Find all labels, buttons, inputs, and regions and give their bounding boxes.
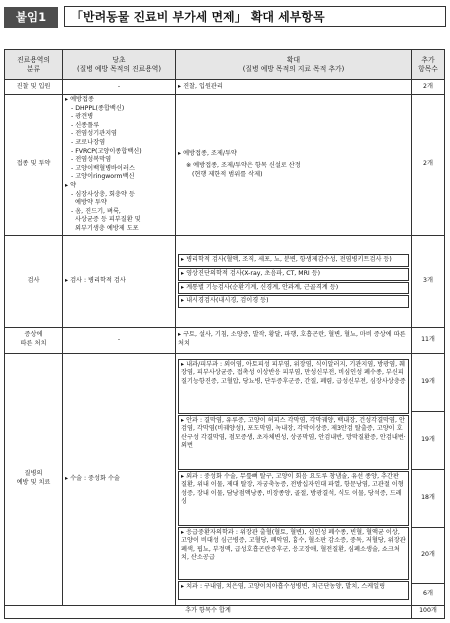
header-category: 진료용역의 분류 — [5, 50, 63, 80]
attachment-badge: 붙임1 — [4, 7, 58, 28]
row-category: 질병의 예방 및 치료 — [5, 353, 63, 605]
table-header-row — [5, 50, 445, 80]
table-row-disease — [5, 353, 445, 605]
row-expanded-groups — [176, 353, 412, 605]
header-current: 당초 (질병 예방 목적의 진료용역) — [63, 50, 176, 80]
table-row-exam — [5, 80, 445, 95]
disease-group: ▸ 내과/피부과 : 외이염, 아토피성 피부염, 위장염, 식이알러지, 기관지염, 방광염, 췌장염, 피부사상균증, 접촉성 이상반응 피부염, 만성신부전, 비심인성 폐수종, 부신피질기능항진증, 고혈압, 당뇨병, 단두증후군증, 간질, 폐렴, 급성신부전, 심장사상충증 — [178, 359, 409, 414]
document-title: 「반려동물 진료비 부가세 면제」 확대 세부항목 — [64, 6, 446, 27]
list-item: - 코로나장염 — [71, 138, 106, 146]
list-item: - 고양이ringworm백신 — [71, 173, 135, 181]
list-item: - 신종플루 — [71, 121, 100, 129]
disease-group-count: 19개 — [412, 411, 444, 469]
row-category: 증상에 따른 처치 — [5, 327, 63, 353]
list-item: - 심장사상충, 회충약 등 — [71, 190, 135, 198]
row-count: 2개 — [412, 80, 445, 95]
row-current: ▸ 검사 : 병리학적 검사 — [63, 235, 176, 327]
test-item: ▸ 계통별 기능검사(순환기계, 신경계, 안과계, 근골격계 등) — [178, 282, 409, 295]
disease-group: ▸ 치과 : 구내염, 치은염, 고양이치아흡수성병변, 치근단농양, 발치, 스케일링 — [178, 581, 409, 600]
title-row — [4, 6, 446, 32]
row-current: ▸ 수술 : 중성화 수술 — [63, 353, 176, 605]
disease-group-count: 20개 — [412, 527, 444, 583]
list-item: - 전염성기관지염 — [71, 130, 118, 138]
list-item: 예방약 투약 — [75, 199, 107, 207]
row-expanded — [176, 95, 412, 236]
table-row-test — [5, 235, 445, 327]
list-item: - 옴, 진드기, 벼룩, — [71, 207, 121, 215]
row-category: 접종 및 투약 — [5, 95, 63, 236]
expanded-note2: (현행 제한적 범위를 삭제) — [192, 171, 263, 179]
items-table — [4, 49, 445, 619]
disease-group-count: 19개 — [421, 377, 435, 385]
row-count: 3개 — [412, 235, 445, 327]
row-category: 검사 — [5, 235, 63, 327]
list-item: - 광견병 — [71, 113, 94, 121]
table-row-vaccine — [5, 95, 445, 236]
total-count: 100개 — [412, 605, 445, 618]
disease-group-count: 18개 — [412, 469, 444, 527]
list-item: - 고양이백혈병바이러스 — [71, 164, 135, 172]
list-item: ▸ 예방접종 — [65, 96, 173, 105]
header-expanded: 확대 (질병 예방 목적의 지료 목적 추가) — [176, 50, 412, 80]
table-row-symptom — [5, 327, 445, 353]
list-item: 외부기생충 예방제 도포 — [75, 224, 139, 232]
total-label: 추가 항목수 합계 — [5, 605, 412, 618]
disease-group: ▸ 응급중환자의학과 : 위장관 출혈(혈토, 혈변), 심인성 폐수종, 빈혈, 혈액균 이상, 고양이 비대성 심근병증, 고혈당, 폐악염, 흉수, 혈소판 감소증, 중독, 저혈당, 위장관 폐색, 핍뇨, 부정맥, 급성호흡곤란증후군, 응고장애, 혈전질환, 심폐소생술, 쇼크처치, 산소공급 — [178, 527, 409, 580]
row-expanded-list — [176, 235, 412, 327]
row-expanded: ▸ 진찰, 입원관리 — [176, 80, 412, 95]
row-current: - — [63, 327, 176, 353]
expanded-note: ※ 예방접종, 조제/투약은 항목 신설로 산정 — [186, 162, 301, 170]
disease-group: ▸ 안과 : 결막염, 유루증, 고양이 허피스 각막염, 각막궤양, 백내장, 건성각결막염, 안검염, 각막염(비궤양성), 포도막염, 녹내장, 각막이상증, 제3안검 탈출증, 고양이 호산구성 각결막염, 점모증생, 초자체변성, 상공막염, 안검내반, 망막질환증, 안검내번·외번 — [178, 415, 409, 470]
disease-group: ▸ 외과 : 중성화 수술, 무릎뼈 탈구, 고양이 회음 요도루 창냄술, 유선 종양, 추간판 질환, 위내 이물, 제대 탈장, 자궁축농증, 전방십자인대 파열, 항문낭염, 고관절 이형성증, 장내 이물, 담낭점액낭종, 비장종양, 골절, 방광결석, 식도 이물, 당석증, 드레싱 — [178, 471, 409, 526]
list-item: - DHPPL(종합백신) — [71, 104, 125, 112]
header-added-count: 추가 항목수 — [412, 50, 445, 80]
expanded-main: ▸ 예방접종, 조제/투약 — [178, 150, 409, 159]
list-item: - FVRCP(고양이종합백신) — [71, 147, 142, 155]
row-count: 2개 — [412, 95, 445, 236]
test-item: ▸ 내시경검사(내시경, 검이경 등) — [178, 295, 409, 308]
list-item: 사상균증 등 피부질환 및 — [75, 216, 141, 224]
list-item: - 전염성복막염 — [71, 156, 112, 164]
row-expanded: ▸ 구토, 설사, 기침, 소양증, 발작, 황달, 파행, 호흡곤란, 혈변, 혈뇨, 마비 증상에 따른 처치 — [176, 327, 412, 353]
row-count-groups — [412, 353, 445, 605]
table-total-row — [5, 605, 445, 618]
test-item: ▸ 영상진단의학적 검사(X-ray, 초음파, CT, MRI 등) — [178, 268, 409, 281]
row-category: 진찰 및 입원 — [5, 80, 63, 95]
disease-group-count: 6개 — [412, 583, 444, 605]
row-count: 11개 — [412, 327, 445, 353]
test-item: ▸ 병리학적 검사(혈액, 조직, 세포, 뇨, 분변, 항생제감수성, 전염병키트검사 등) — [178, 254, 409, 267]
row-current-list — [63, 95, 176, 236]
row-current: - — [63, 80, 176, 95]
list-item: ▸ 약 — [65, 182, 173, 191]
